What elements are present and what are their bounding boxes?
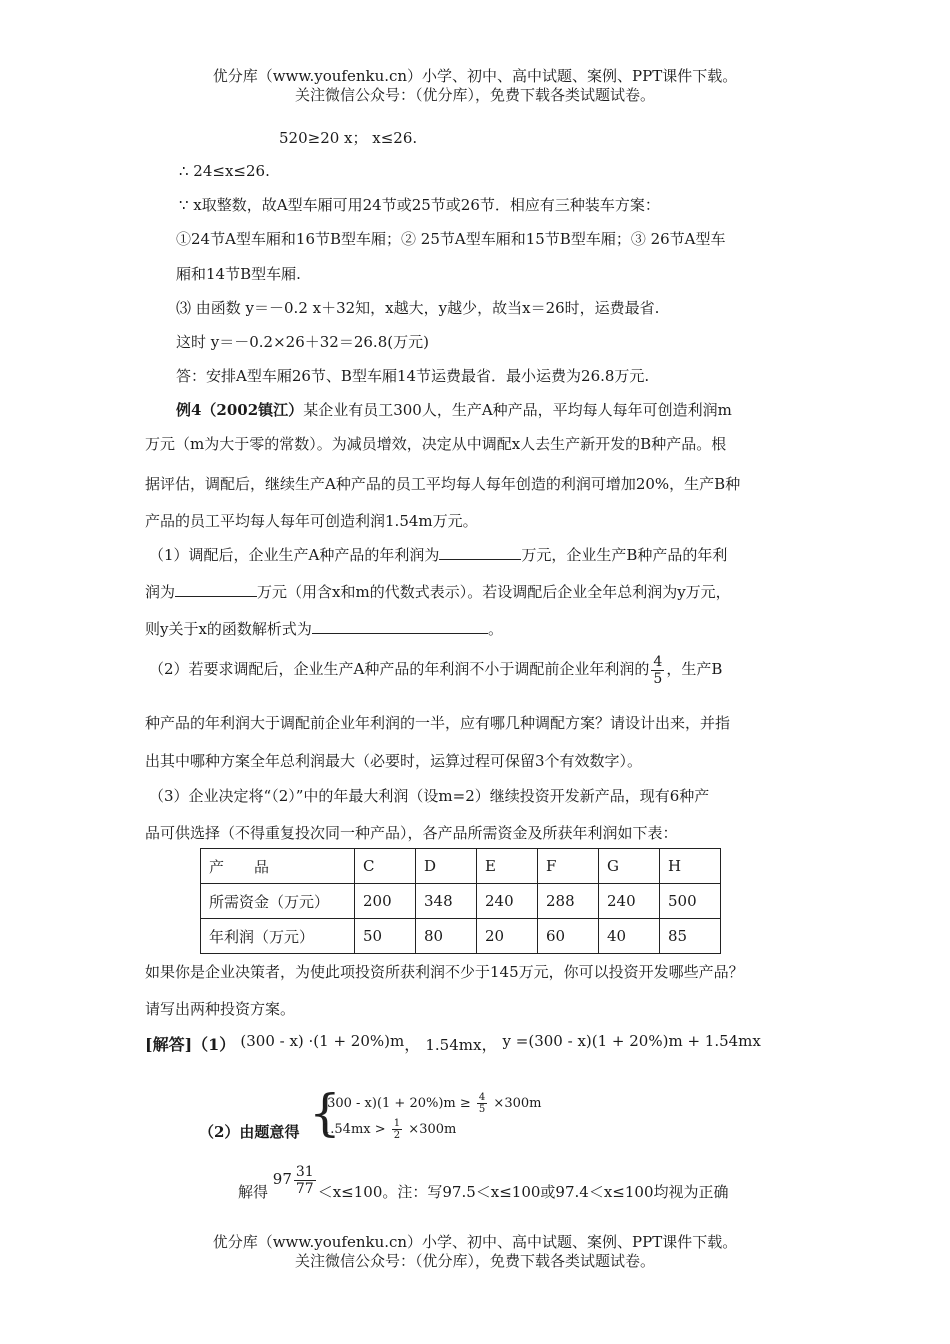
table-cell: 80	[416, 919, 477, 954]
table-header-cell: F	[538, 849, 599, 884]
answer-blank	[312, 619, 488, 634]
table-cell: 年利润（万元）	[201, 919, 355, 954]
separator: ，	[481, 1035, 498, 1054]
question-1-line	[149, 545, 727, 565]
separator: ，	[404, 1035, 421, 1054]
table-cell: 60	[538, 919, 599, 954]
example-text: 据评估，调配后，继续生产A种产品的员工平均每人每年创造的利润可增加20%，生产B种	[145, 475, 741, 493]
inequality-text: (300 - x)(1 + 20%)m ≥	[322, 1096, 471, 1111]
table-cell: 348	[416, 884, 477, 919]
table-row	[201, 919, 721, 954]
question-text: 万元（用含x和m的代数式表示）。若设调配后企业全年总利润为y万元，	[257, 583, 731, 601]
answer-expr-c: y =(300 - x)(1 + 20%)m + 1.54mx	[502, 1032, 761, 1050]
question-2-line: 出其中哪种方案全年总利润最大（必要时，运算过程可保留3个有效数字）。	[145, 752, 643, 770]
page-header-line2: 关注微信公众号：（优分库），免费下载各类试题试卷。	[294, 86, 655, 104]
question-3-line: （3）企业决定将“（2）”中的年最大利润（设m=2）继续投资开发新产品，现有6种产	[149, 787, 710, 805]
question-2-line	[149, 651, 722, 687]
solution-line: 厢和14节B型车厢.	[176, 265, 301, 283]
inequality-text: ×300m	[493, 1096, 542, 1111]
question-1-line	[145, 582, 731, 602]
example-paragraph	[176, 400, 732, 420]
mixed-number	[273, 1157, 318, 1201]
answer-blank	[439, 545, 521, 560]
mixed-fraction: $\frac{31}{77}$	[295, 1163, 314, 1197]
answer-solution-line	[238, 1163, 729, 1215]
page-header-line1: 优分库（www.youfenku.cn）小学、初中、高中试题、案例、PPT课件下载。	[212, 67, 738, 85]
inequality-text: 1.54mx >	[322, 1122, 386, 1137]
table-header-row	[201, 849, 721, 884]
question-3-line: 品可供选择（不得重复投次同一种产品），各产品所需资金及所获年利润如下表：	[145, 824, 678, 842]
table-cell: 288	[538, 884, 599, 919]
table-header-cell: C	[355, 849, 416, 884]
answer-expr-a: (300 - x) ·(1 + 20%)m	[240, 1032, 405, 1050]
answer-blank	[175, 582, 257, 597]
product-table	[200, 848, 721, 954]
question-2-line: 种产品的年利润大于调配前企业年利润的一半，应有哪几种调配方案？请设计出来，并指	[145, 714, 731, 732]
solution-line: 520≥20 x； x≤26.	[279, 129, 418, 147]
solution-line: ①24节A型车厢和16节B型车厢；② 25节A型车厢和15节B型车厢；③ 26节A型车	[176, 230, 726, 248]
solve-label: 解得	[238, 1183, 269, 1201]
solution-line: 这时 y＝－0.2×26＋32＝26.8(万元)	[176, 333, 429, 351]
example-text: 万元（m为大于零的常数）。为减员增效，决定从中调配x人去生产新开发的B种产品。根	[145, 435, 727, 453]
solution-text: ＜x≤100。注：写97.5＜x≤100或97.4＜x≤100均视为正确	[317, 1183, 729, 1201]
table-cell: 所需资金（万元）	[201, 884, 355, 919]
fraction-one-half: $\frac{1}{2}$	[393, 1118, 401, 1141]
system-inequality-1	[322, 1092, 541, 1115]
solution-line: ∵ x取整数，故A型车厢可用24节或25节或26节．相应有三种装车方案：	[179, 196, 660, 214]
question-text: ，生产B	[666, 660, 723, 678]
solution-answer: 答：安排A型车厢26节、B型车厢14节运费最省．最小运费为26.8万元.	[176, 367, 650, 385]
question-text: （2）若要求调配后，企业生产A种产品的年利润不小于调配前企业年利润的	[149, 660, 650, 678]
question-3-line: 请写出两种投资方案。	[145, 1000, 296, 1018]
system-inequality-2	[322, 1118, 456, 1141]
answer-expr-b: 1.54mx	[425, 1036, 482, 1054]
table-cell: 85	[660, 919, 721, 954]
table-cell: 20	[477, 919, 538, 954]
question-3-line: 如果你是企业决策者，为使此项投资所获利润不少于145万元，你可以投资开发哪些产品？	[145, 963, 744, 981]
fraction-four-fifths: $\frac{4}{5}$	[653, 653, 663, 687]
table-header-cell: E	[477, 849, 538, 884]
table-row	[201, 884, 721, 919]
fraction-four-fifths: $\frac{4}{5}$	[478, 1092, 486, 1115]
table-cell: 240	[599, 884, 660, 919]
question-text: 则y关于x的函数解析式为	[145, 620, 312, 638]
system-brace: {	[309, 1084, 341, 1142]
question-text: 万元，企业生产B种产品的年利	[521, 546, 728, 564]
page-footer-line1: 优分库（www.youfenku.cn）小学、初中、高中试题、案例、PPT课件下载。	[212, 1233, 738, 1251]
inequality-text: ×300m	[408, 1122, 457, 1137]
example-text: 某企业有员工300人，生产A种产品，平均每人每年可创造利润m	[303, 401, 732, 419]
table-header-cell: H	[660, 849, 721, 884]
answer-label: [解答]（1）	[145, 1035, 236, 1054]
mixed-whole: 97	[272, 1170, 292, 1188]
example-text: 产品的员工平均每人每年可创造利润1.54m万元。	[145, 512, 478, 530]
solution-line: ∴ 24≤x≤26.	[179, 162, 270, 180]
table-header-cell: G	[599, 849, 660, 884]
table-cell: 50	[355, 919, 416, 954]
answer-part2-label: （2）由题意得	[199, 1123, 300, 1141]
question-text: （1）调配后，企业生产A种产品的年利润为	[149, 546, 440, 564]
table-cell: 500	[660, 884, 721, 919]
question-text: 润为	[145, 583, 176, 601]
solution-line: ⑶ 由函数 y＝－0.2 x＋32知，x越大，y越少，故当x＝26时，运费最省.	[176, 299, 660, 317]
table-cell: 240	[477, 884, 538, 919]
question-text: 。	[487, 620, 503, 638]
answer-part1	[145, 1032, 761, 1055]
table-header-cell: 产 品	[201, 849, 355, 884]
example-title: 例4（2002镇江）	[176, 401, 304, 419]
table-cell: 40	[599, 919, 660, 954]
table-header-cell: D	[416, 849, 477, 884]
table-cell: 200	[355, 884, 416, 919]
page-footer-line2: 关注微信公众号：（优分库），免费下载各类试题试卷。	[294, 1252, 655, 1270]
question-1-line	[145, 619, 503, 639]
